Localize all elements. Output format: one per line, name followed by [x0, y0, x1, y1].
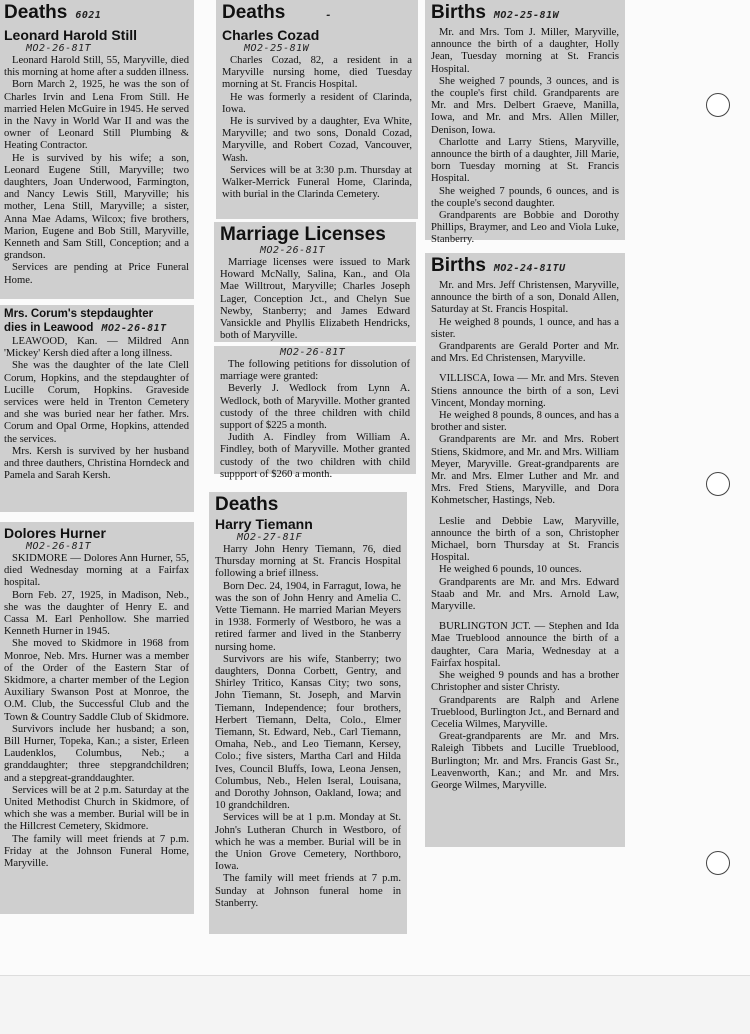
paragraph: Survivors are his wife, Stanberry; two daughters, Donna Corbett, Gentry, and Shirley Tritico, Kansas City; two sons, John Tiemann, St. Joseph, and Marvin Tiemann, Independence; four brothers, Herbert Tiemann, Delta, Colo., Elmer Tiemann, St. Edward, Neb., Carl Tiemann, Omaha, Neb., and Leo Tiemann, Kersey, Colo.; five sisters, Martha Carl and Hilda Ives, Council Bluffs, Iowa, Leona Jensen, Columbus, Neb., Helen Iseral, Louisana, and Dorothy Johnson, Oakland, Iowa; and 10 grandchildren.	[215, 653, 401, 812]
section-title: Births	[431, 2, 486, 23]
paragraph: Grandparents are Ralph and Arlene Trueblood, Burlington Jct., and Bernard and Cecelia Wilmes, Maryville.	[431, 694, 619, 730]
marriage-licenses-header: Marriage Licenses	[220, 224, 386, 245]
section-title: Deaths	[4, 2, 68, 23]
paragraph: She weighed 7 pounds, 3 ounces, and is the couple's first child. Grandparents are Mr. and Mrs. Delbert Graeve, Manilla, Iowa, and Mr. and Mrs. Allen Miller, Denison, Iowa.	[431, 75, 619, 136]
paragraph: VILLISCA, Iowa — Mr. and Mrs. Steven Stiens announce the birth of a son, Levi Vincent, Monday morning.	[431, 373, 619, 409]
obituary-headline-line2	[4, 321, 189, 336]
deaths-header	[222, 2, 412, 27]
paragraph: Born March 2, 1925, he was the son of Charles Irvin and Lena From Still. He married Helen McGuire in 1945. He served in the Navy in World War II and was the owner of Leonard Still Plumbing & Heating Contractor.	[4, 79, 189, 152]
handwritten-date: MO2-26-81T	[260, 245, 326, 256]
paragraph: He weighed 8 pounds, 1 ounce, and has a sister.	[431, 316, 619, 340]
obituary-hurner-clipping	[0, 522, 194, 914]
obituary-headline-line1: Mrs. Corum's stepdaughter	[4, 308, 154, 320]
paragraph: He weighed 6 pounds, 10 ounces.	[439, 564, 582, 576]
obituary-name: Charles Cozad	[222, 27, 320, 43]
section-title: Births	[431, 255, 486, 276]
paragraph: Born Dec. 24, 1904, in Farragut, Iowa, he was the son of John Henry and Amelia C. Vette Tiemann. He married Marian Meyers in 1938. Formerly of Westboro, he was a retired farmer and lived in the Stanberry nursing home.	[215, 580, 401, 653]
paragraph: Leonard Harold Still, 55, Maryville, died this morning at home after a sudden illness.	[4, 55, 189, 79]
births-clipping-2	[425, 253, 625, 847]
paragraph: She weighed 7 pounds, 6 ounces, and is the couple's second daughter.	[431, 185, 619, 209]
paragraph: The family will meet friends at 7 p.m. Friday at the Johnson Funeral Home, Maryville.	[4, 833, 189, 870]
binder-hole	[706, 472, 730, 496]
handwritten-date: MO2-26-81T	[26, 43, 92, 54]
paragraph: Grandparents are Mr. and Mrs. Robert Stiens, Skidmore, and Mr. and Mrs. William Meyer, Maryville. Great-grandparents are Mr. and Mrs. Elmer Luther and Mr. and Mrs. Fred Stiens, Maryville, and Dora Kohmetscher, Hastings, Neb.	[431, 434, 619, 507]
handwritten-date: MO2-25-81W	[244, 43, 310, 54]
obituary-tiemann-clipping	[209, 492, 407, 934]
handwritten-date: MO2-27-81F	[237, 532, 303, 543]
handwritten-date: MO2-25-81W	[493, 10, 560, 21]
paragraph: Judith A. Findley from William A. Findley, both of Maryville. Mother granted custody of the two children with child suppport of $260 a month.	[220, 432, 410, 480]
paragraph: Grandparents are Mr. and Mrs. Edward Staab and Mr. and Mrs. Arnold Law, Maryville.	[431, 576, 619, 613]
paragraph: Services will be at 2 p.m. Saturday at the United Methodist Church in Skidmore, of which she was a member. Burial will be in the Hillcrest Cemetery, Skidmore.	[4, 784, 189, 833]
binder-hole	[706, 851, 730, 875]
paragraph: Great-grandparents are Mr. and Mrs. Raleigh Tibbets and Lucille Trueblood, Burlington; Mr. and Mrs. Francis Gast Sr., Leavenworth, Kan.; and Mr. and Mrs. George Wilmes, Maryville.	[431, 731, 619, 791]
paragraph: He is survived by his wife; a son, Leonard Eugene Still, Maryville; two daughters, Joan Underwood, Farmington, and Nancy Lewis Still, Maryville; his mother, Lena Still, Maryville; a sister, Anna Mae Adams, Wilcox; five brothers, Marion, Eugene and Bob Still, Maryville, Kenneth and Sam Still, Conception; and a grandson.	[4, 152, 189, 262]
binder-hole	[706, 93, 730, 117]
paragraph: Survivors include her husband; a son, Bill Hurner, Topeka, Kan.; a sister, Erleen Laudenklos, Columbus, Neb.; a granddaughter; three stepgrandchildren; and a stepgreat-granddaughter.	[4, 723, 189, 784]
paragraph: Mr. and Mrs. Tom J. Miller, Maryville, announce the birth of a daughter, Holly Jean, Tuesday morning at St. Francis Hospital.	[431, 27, 619, 75]
paragraph: Mr. and Mrs. Jeff Christensen, Maryville, announce the birth of a son, Donald Allen, Saturday at St. Francis Hospital.	[431, 280, 619, 316]
obituary-cozad-clipping	[216, 0, 418, 219]
paragraph: Grandparents are Gerald Porter and Mr. and Mrs. Ed Christensen, Maryville.	[431, 341, 619, 365]
handwritten-date: MO2-24-81TU	[493, 263, 566, 274]
paragraph: Charles Cozad, 82, a resident in a Maryville nursing home, died Tuesday morning at St. Francis Hospital.	[222, 55, 412, 91]
handwritten-date: MO2-26-81T	[26, 541, 92, 552]
paragraph: BURLINGTON JCT. — Stephen and Ida Mae Trueblood announce the birth of a daughter, Cara Maria, Wednesday at a Fairfax hospital.	[431, 621, 619, 669]
paragraph: He is survived by a daughter, Eva White, Maryville; and two sons, Donald Cozad, Maryville, and Robert Cozad, Vancouver, Wash.	[222, 116, 412, 164]
paragraph: SKIDMORE — Dolores Ann Hurner, 55, died Wednesday morning at a Fairfax hospital.	[4, 553, 189, 589]
deaths-header	[4, 2, 189, 27]
paragraph: Leslie and Debbie Law, Maryville, announce the birth of a son, Christopher Michael, born Thursday at St. Francis Hospital.	[431, 515, 619, 564]
births-header	[431, 255, 619, 280]
section-title: Deaths	[222, 2, 286, 23]
obituary-headline-text: dies in Leawood	[4, 322, 94, 334]
spacer	[431, 613, 619, 621]
paragraph: She was the daughter of the late Clell Corum, Hopkins, and the stepdaughter of Lucille Corum, Hopkins. Graveside services were held in Trenton Cemetery and she was buried near her father. Mrs. Corum and Opal Orme, Hopkins, attended the services.	[4, 360, 189, 445]
paragraph: She moved to Skidmore in 1968 from Monroe, Neb. Mrs. Hurner was a member of the Order of the Eastern Star of Skidmore, a charter member of the Legion Auxiliary Swanson Post at Monroe, the O.M. Club, the Successful Club and the Town & Country Saddle Club of Skidmore.	[4, 638, 189, 723]
spacer	[431, 365, 619, 373]
paragraph: Services are pending at Price Funeral Home.	[4, 262, 189, 286]
paragraph: The following petitions for dissolution of marriage were granted:	[220, 359, 410, 383]
handwritten-date: MO2-26-81T	[101, 323, 167, 334]
paragraph: Services will be at 3:30 p.m. Thursday at Walker-Merrick Funeral Home, Clarinda, with burial in the Clarinda Cemetery.	[222, 164, 412, 201]
paragraph: Beverly J. Wedlock from Lynn A. Wedlock, both of Maryville. Mother granted custody of the three children with child support of $225 a month.	[220, 383, 410, 432]
obituary-name: Leonard Harold Still	[4, 27, 138, 43]
paragraph: Mrs. Kersh is survived by her husband and three dauthers, Christina Horndeck and Pamela and Sarah Kersh.	[4, 445, 189, 482]
paragraph: He weighed 8 pounds, 8 ounces, and has a brother and sister.	[431, 410, 619, 434]
paragraph: She weighed 9 pounds and has a brother Christopher and sister Christy.	[431, 670, 619, 694]
deaths-header: Deaths	[215, 494, 279, 515]
paragraph: Born Feb. 27, 1925, in Madison, Neb., she was the daughter of Henry E. and Cassa M. Earl Penhollow. She married Kenneth Hurner in 1945.	[4, 589, 189, 638]
page-bottom-margin	[0, 975, 750, 1034]
paragraph: LEAWOOD, Kan. — Mildred Ann 'Mickey' Kersh died after a long illness.	[4, 336, 189, 360]
paragraph: Grandparents are Bobbie and Dorothy Phillips, Braymer, and Leo and Viola Luke, Stanberry.	[431, 210, 619, 246]
obituary-kersh-clipping	[0, 305, 194, 512]
births-header	[431, 2, 619, 27]
births-clipping-1	[425, 0, 625, 246]
paragraph: Marriage licenses were issued to Mark Howard McNally, Salina, Kan., and Ola Mae Willtrout, Maryville; Charles Joseph Lager, Conception Jct., and Chelyn Sue Newby, Stanberry; and James Edward Vansickle and Phyllis Elizabeth Hendricks, both of Maryville.	[220, 257, 410, 342]
handwritten-note: 6021	[75, 10, 102, 21]
paragraph: Services will be at 1 p.m. Monday at St. John's Lutheran Church in Westboro, of which he was a member. Burial will be in the Union Grove Cemetery, Northboro, Iowa.	[215, 812, 401, 873]
paragraph: Charlotte and Larry Stiens, Maryville, announce the birth of a daughter, Jill Marie, born Tuesday morning at St. Francis Hospital.	[431, 136, 619, 185]
obituary-name: Dolores Hurner	[4, 525, 106, 541]
paragraph: He was formerly a resident of Clarinda, Iowa.	[222, 91, 412, 115]
dissolution-clipping	[214, 346, 416, 480]
paragraph: Harry John Henry Tiemann, 76, died Thursday morning at St. Francis Hospital following a brief illness.	[215, 544, 401, 580]
paragraph: The family will meet friends at 7 p.m. Sunday at Johnson funeral home in Stanberry.	[215, 873, 401, 909]
spacer	[431, 508, 619, 516]
obituary-still-clipping	[0, 0, 194, 299]
dash-mark: -	[325, 10, 332, 21]
obituary-name: Harry Tiemann	[215, 516, 313, 532]
marriage-licenses-clipping	[214, 222, 416, 342]
handwritten-date: MO2-26-81T	[280, 347, 346, 358]
